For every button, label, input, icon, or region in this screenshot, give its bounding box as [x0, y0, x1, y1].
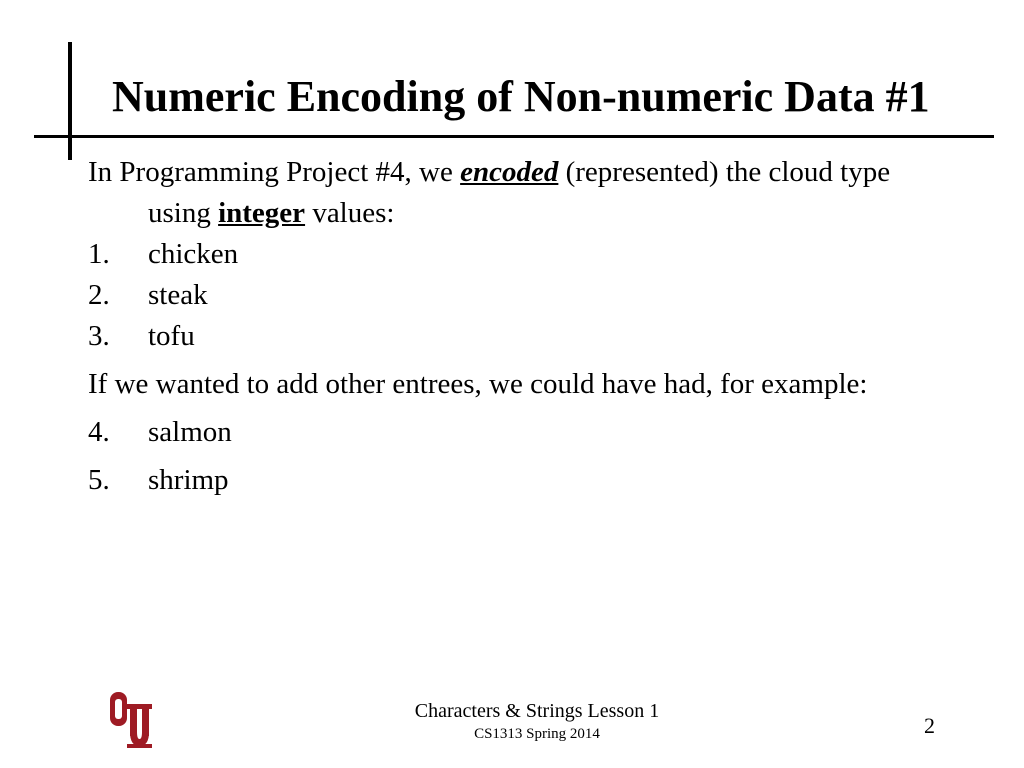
title-horizontal-rule — [34, 135, 994, 138]
list-item-text: steak — [148, 279, 208, 311]
title-vertical-rule — [68, 42, 72, 160]
page-number: 2 — [924, 713, 935, 738]
intro-text-before: In Programming Project #4, we — [88, 156, 461, 188]
emphasis-encoded: encoded — [460, 156, 559, 188]
emphasis-integer: integer — [218, 197, 306, 229]
list-item-text: chicken — [148, 238, 239, 270]
list-item — [88, 275, 948, 316]
list-item — [88, 234, 948, 275]
slide-title: Numeric Encoding of Non-numeric Data #1 — [112, 72, 930, 121]
footer-lesson-title: Characters & Strings Lesson 1 — [414, 700, 660, 722]
ou-logo-icon — [108, 688, 156, 750]
list-item-text: tofu — [148, 320, 195, 352]
list-item — [88, 412, 948, 453]
list-item-number: 1. — [88, 238, 110, 270]
list-item-number: 4. — [88, 416, 110, 448]
list-item-text: salmon — [148, 416, 232, 448]
entrees-paragraph: If we wanted to add other entrees, we could have had, for example: — [88, 368, 868, 400]
intro-paragraph — [88, 152, 948, 234]
footer-course-term: CS1313 Spring 2014 — [474, 726, 600, 742]
list-item — [88, 460, 948, 501]
list-item-number: 5. — [88, 464, 110, 496]
list-item-number: 3. — [88, 320, 110, 352]
footer — [415, 698, 659, 744]
list-item-text: shrimp — [148, 464, 229, 496]
slide-body — [88, 152, 948, 501]
list-item-number: 2. — [88, 279, 110, 311]
intro-text-middle: (represented) the cloud type using — [148, 156, 891, 229]
intro-text-after: values: — [305, 197, 395, 229]
list-item — [88, 316, 948, 357]
